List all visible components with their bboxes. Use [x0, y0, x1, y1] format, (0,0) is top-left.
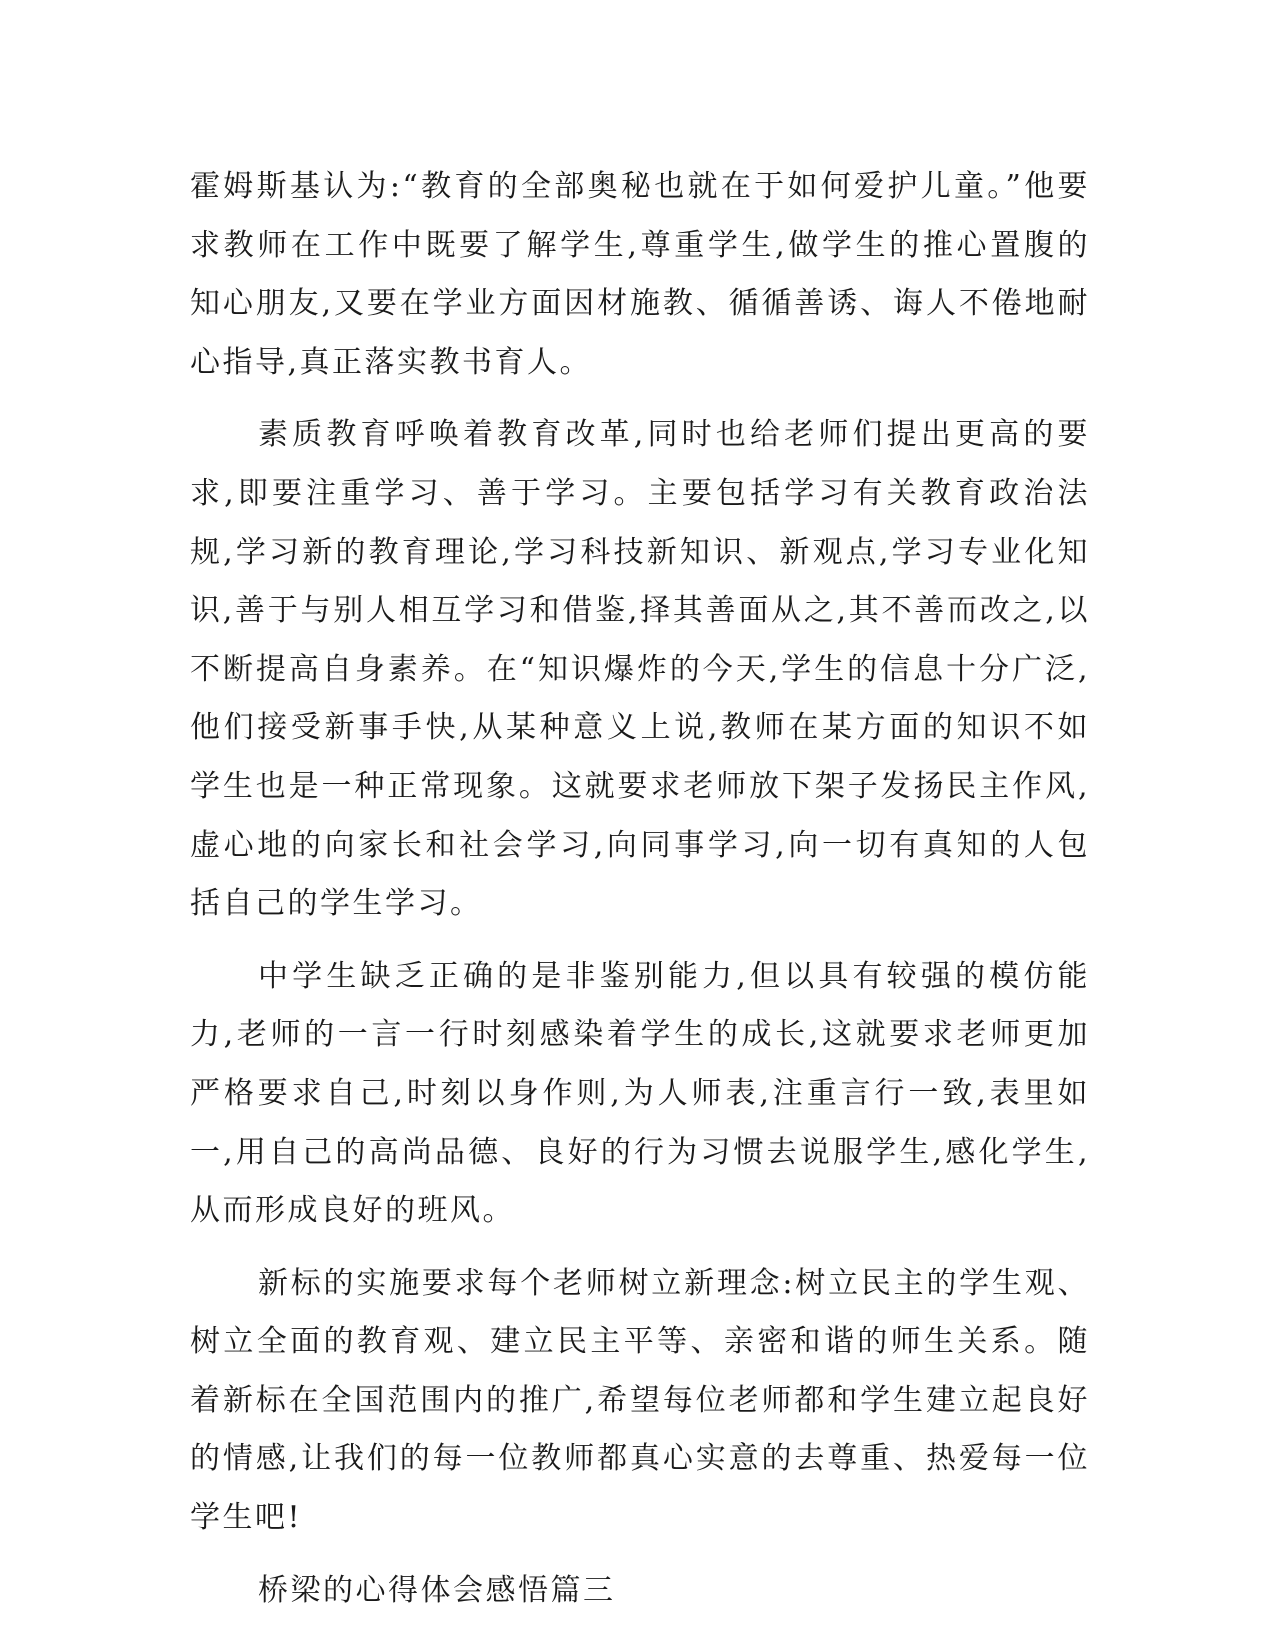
document-body — [190, 158, 1090, 1620]
paragraph-3: 中学生缺乏正确的是非鉴别能力,但以具有较强的模仿能力,老师的一言一行时刻感染着学生的成长,这就要求老师更加严格要求自己,时刻以身作则,为人师表,注重言行一致,表里如一,用自己的高尚品德、良好的行为习惯去说服学生,感化学生,从而形成良好的班风。 — [190, 958, 1090, 1229]
section-heading: 桥梁的心得体会感悟篇三 — [258, 1572, 616, 1608]
paragraph-2: 素质教育呼唤着教育改革,同时也给老师们提出更高的要求,即要注重学习、善于学习。主要包括学习有关教育政治法规,学习新的教育理论,学习科技新知识、新观点,学习专业化知识,善于与别人相互学习和借鉴,择其善面从之,其不善而改之,以不断提高自身素养。在“知识爆炸的今天,学生的信息十分广泛,他们接受新事手快,从某种意义上说,教师在某方面的知识不如学生也是一种正常现象。这就要求老师放下架子发扬民主作风,虚心地的向家长和社会学习,向同事学习,向一切有真知的人包括自己的学生学习。 — [190, 417, 1090, 922]
paragraph-4: 新标的实施要求每个老师树立新理念:树立民主的学生观、树立全面的教育观、建立民主平等、亲密和谐的师生关系。随着新标在全国范围内的推广,希望每位老师都和学生建立起良好的情感,让我们的每一位教师都真心实意的去尊重、热爱每一位学生吧! — [190, 1265, 1090, 1536]
paragraph-1: 霍姆斯基认为:“教育的全部奥秘也就在于如何爱护儿童。”他要求教师在工作中既要了解学生,尊重学生,做学生的推心置腹的知心朋友,又要在学业方面因材施教、循循善诱、诲人不倦地耐心指导,真正落实教书育人。 — [190, 169, 1090, 380]
